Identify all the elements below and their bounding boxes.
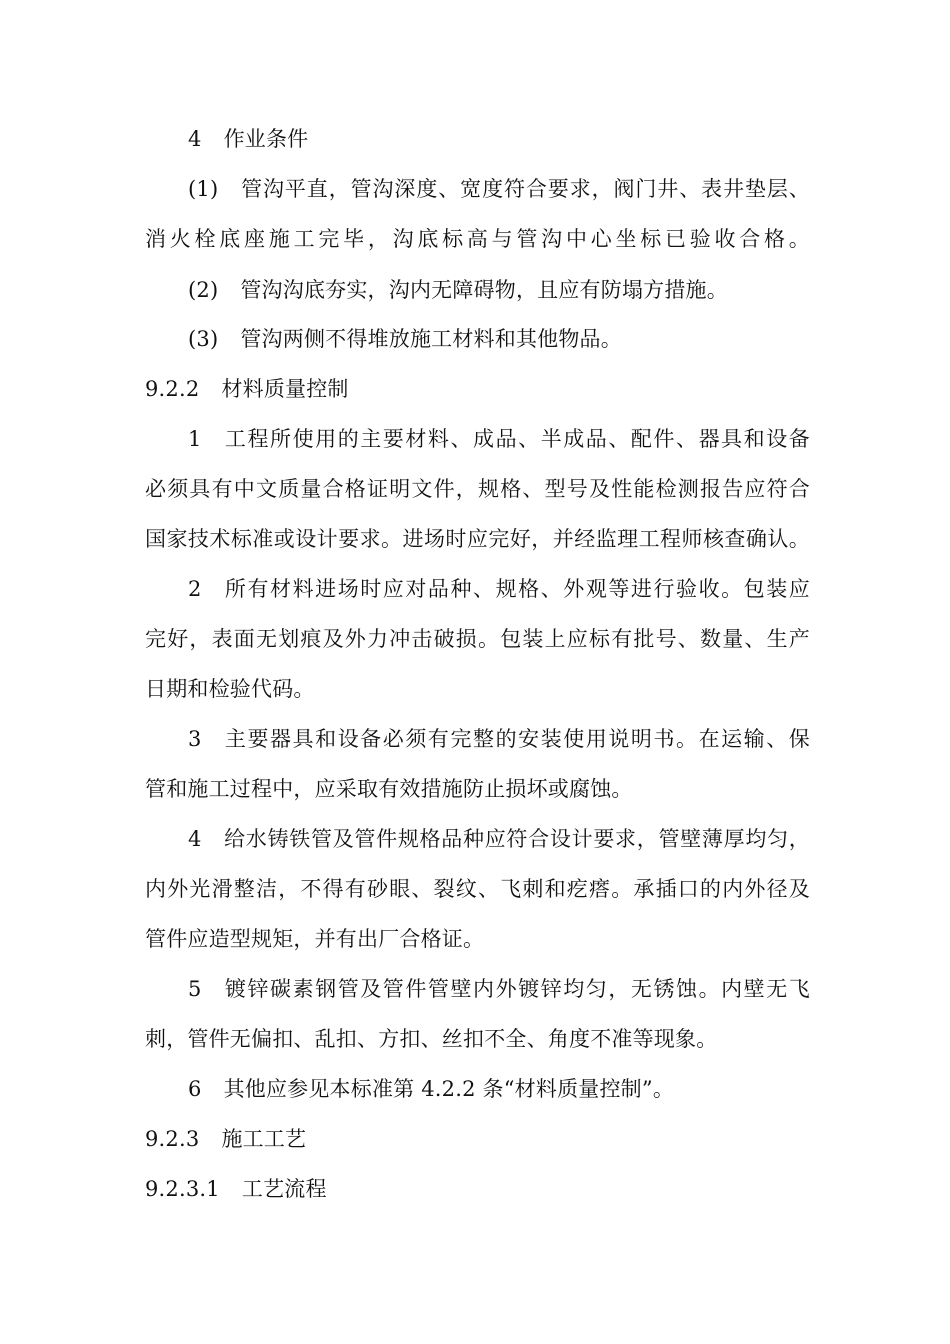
- item-number: 2: [188, 577, 202, 601]
- section-heading-material-quality: [145, 374, 810, 404]
- heading-text: 施工工艺: [221, 1127, 307, 1151]
- paragraph-text: 管沟两侧不得堆放施工材料和其他物品。: [240, 327, 622, 351]
- item-number: (2): [188, 278, 219, 302]
- paragraph-line: [145, 474, 810, 504]
- section-number: 9.2.3: [145, 1127, 200, 1151]
- paragraph-text: 主要器具和设备必须有完整的安装使用说明书。在运输、保: [223, 727, 810, 751]
- section-number: 9.2.3.1: [145, 1177, 220, 1201]
- paragraph-line: [188, 824, 810, 854]
- item-number: 4: [188, 827, 202, 851]
- paragraph-text: 国家技术标准或设计要求。进场时应完好，并经监理工程师核查确认。: [145, 527, 810, 551]
- paragraph-line: [188, 424, 810, 454]
- paragraph-text: 刺，管件无偏扣、乱扣、方扣、丝扣不全、角度不准等现象。: [145, 1027, 718, 1051]
- paragraph-text: 管和施工过程中，应采取有效措施防止损坏或腐蚀。: [145, 777, 633, 801]
- paragraph-text: 必须具有中文质量合格证明文件，规格、型号及性能检测报告应符合: [145, 477, 810, 501]
- heading-text: 材料质量控制: [221, 377, 349, 401]
- paragraph-line: [188, 275, 810, 305]
- paragraph-line: [145, 624, 810, 654]
- paragraph-text: 给水铸铁管及管件规格品种应符合设计要求，管壁薄厚均匀，: [223, 827, 810, 851]
- paragraph-line: [188, 174, 810, 204]
- item-number: (3): [188, 327, 219, 351]
- paragraph-line: [145, 1024, 810, 1054]
- paragraph-text: 管件应造型规矩，并有出厂合格证。: [145, 927, 485, 951]
- paragraph-line: [188, 974, 810, 1004]
- paragraph-line: [145, 674, 810, 704]
- paragraph-text: 管沟平直，管沟深度、宽度符合要求，阀门井、表井垫层、: [240, 177, 810, 201]
- paragraph-line: [145, 774, 810, 804]
- paragraph-line: [145, 224, 810, 254]
- item-number: 3: [188, 727, 202, 751]
- heading-text: 作业条件: [223, 127, 309, 151]
- section-heading-construction-process: [145, 1124, 810, 1154]
- paragraph-line: [188, 724, 810, 754]
- paragraph-line: [145, 924, 810, 954]
- paragraph-text: 消火栓底座施工完毕，沟底标高与管沟中心坐标已验收合格。: [145, 227, 810, 251]
- section-heading-work-conditions: [188, 124, 810, 154]
- paragraph-line: [188, 324, 810, 354]
- section-heading-process-flow: [145, 1174, 810, 1204]
- paragraph-line: [188, 574, 810, 604]
- paragraph-text: 完好，表面无划痕及外力冲击破损。包装上应标有批号、数量、生产: [145, 627, 810, 651]
- paragraph-text: 所有材料进场时应对品种、规格、外观等进行验收。包装应: [223, 577, 810, 601]
- item-number: 4: [188, 127, 202, 151]
- item-number: 5: [188, 977, 202, 1001]
- paragraph-text: 管沟沟底夯实，沟内无障碍物，且应有防塌方措施。: [240, 278, 728, 302]
- item-number: 1: [188, 427, 202, 451]
- paragraph-text: 日期和检验代码。: [145, 677, 315, 701]
- section-number: 9.2.2: [145, 377, 200, 401]
- heading-text: 工艺流程: [241, 1177, 327, 1201]
- item-number: (1): [188, 177, 219, 201]
- paragraph-line: [145, 524, 810, 554]
- paragraph-text: 工程所使用的主要材料、成品、半成品、配件、器具和设备: [223, 427, 810, 451]
- paragraph-line: [188, 1074, 810, 1104]
- paragraph-line: [145, 874, 810, 904]
- paragraph-text: 镀锌碳素钢管及管件管壁内外镀锌均匀，无锈蚀。内壁无飞: [223, 977, 810, 1001]
- paragraph-text: 其他应参见本标准第 4.2.2 条“材料质量控制”。: [223, 1077, 675, 1101]
- paragraph-text: 内外光滑整洁，不得有砂眼、裂纹、飞刺和疙瘩。承插口的内外径及: [145, 877, 810, 901]
- item-number: 6: [188, 1077, 202, 1101]
